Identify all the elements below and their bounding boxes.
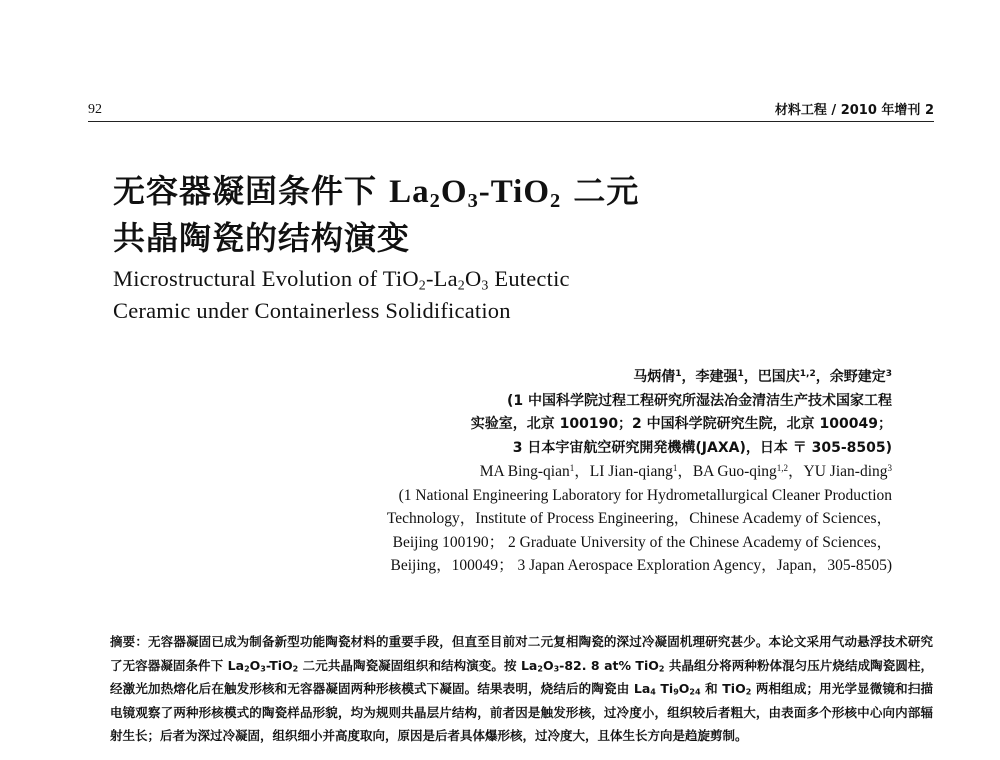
authors-english: MA Bing-qian$^1$，LI Jian-qiang$^1$，BA Guo-qing$^{1,2}$，YU Jian-ding$^3$: [479, 463, 892, 480]
title-english-line2: Ceramic under Containerless Solidification: [113, 298, 511, 323]
affiliation-english-line: Beijing，100049； 3 Japan Aerospace Exploration Agency，Japan，305-8505): [390, 557, 892, 574]
affiliation-english-line: Technology，Institute of Process Engineering，Chinese Academy of Sciences，: [386, 510, 892, 527]
affiliation-english-line: (1 National Engineering Laboratory for Hydrometallurgical Cleaner Production: [398, 486, 892, 504]
title-chinese-line1: 无容器凝固条件下 $La_2O_3-TiO_2$ 二元: [113, 172, 640, 213]
abstract-label: 摘要：: [110, 634, 148, 649]
affiliation-chinese-line: 实验室，北京 100190；2 中国科学院研究生院，北京 100049；: [470, 416, 892, 432]
title-chinese: [113, 168, 813, 261]
journal-name: 材料工程 / 2010 年增刊 2: [774, 103, 934, 118]
page-header: [88, 97, 934, 122]
title-english: [113, 263, 813, 327]
title-chinese-line2: 共晶陶瓷的结构演变: [113, 219, 411, 257]
affiliation-chinese-line: 3 日本宇宙航空研究開発機構(JAXA)，日本 〒 305-8505): [512, 439, 892, 456]
author-block: [92, 366, 892, 578]
affiliation-chinese-line: (1 中国科学院过程工程研究所湿法冶金清洁生产技术国家工程: [506, 392, 892, 409]
authors-chinese: 马炳倩$^1$，李建强$^1$，巴国庆$^{1,2}$，余野建定$^3$: [633, 369, 892, 385]
page-number: 92: [88, 102, 102, 117]
title-english-line1: Microstructural Evolution of $TiO_2-La_2O_3$ Eutectic: [113, 266, 570, 294]
affiliation-english-line: Beijing 100190； 2 Graduate University of the Chinese Academy of Sciences，: [392, 533, 892, 551]
abstract: 摘要：无容器凝固已成为制备新型功能陶瓷材料的重要手段，但直至目前对二元复相陶瓷的深过冷凝固机理研究甚少。本论文采用气动悬浮技术研究了无容器凝固条件下 $La_2O_3-TiO_2$ 二元共晶陶瓷凝固组织和结构演变。按 $La_2O_3-82$. 8 at% TiO$_2$ 共晶组分将两种粉体混匀压片烧结成陶瓷圆柱，经激光加热熔化后在触发形核和无容器凝固两种形核模式下凝固。结果表明，烧结后的陶瓷由 $La_4$ $Ti_9O_{24}$ 和 TiO$_2$ 两相组成；用光学显微镜和扫描电镜观察了两种形核模式的陶瓷样品形貌，均为规则共晶层片结构，前者因是触发形核，过冷度小，组织较后者粗大，由表面多个形核中心向内部辐射生长；后者为深过冷凝固，组织细小并高度取向，原因是后者具体爆形核，过冷度大，且体生长方向是趋旋剪制。: [110, 634, 933, 743]
